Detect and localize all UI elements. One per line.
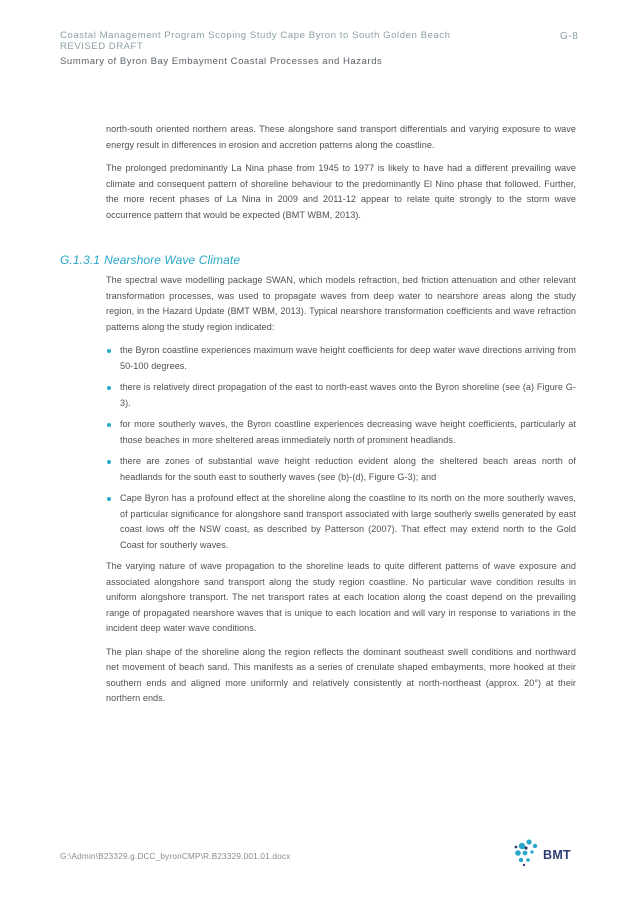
logo-text: BMT <box>543 848 571 862</box>
page-header <box>60 30 580 67</box>
bullet-dot-icon <box>107 349 111 353</box>
section-body <box>106 273 576 707</box>
header-report-title: Summary of Byron Bay Embayment Coastal Processes and Hazards <box>60 56 383 67</box>
page-number: G-8 <box>560 31 579 42</box>
section-number: G.1.3.1 <box>60 253 101 267</box>
bullet-dot-icon <box>107 386 111 390</box>
bullet-item <box>106 417 576 448</box>
bullet-dot-icon <box>107 423 111 427</box>
header-project-title: Coastal Management Program Scoping Study Cape Byron to South Golden Beach <box>60 30 451 41</box>
paragraph: The prolonged predominantly La Nina phase from 1945 to 1977 is likely to have had a different prevailing wave climate and consequent pattern of shoreline behaviour to the predominantly El Nino phase that followed. Further, the more recent phases of La Nina in 2009 and 2011-12 appear to relate quite strongly to the storm wave occurrence pattern that would be expected (BMT WBM, 2013). <box>106 163 576 220</box>
bullet-item <box>106 491 576 553</box>
bullet-text: there is relatively direct propagation of the east to north-east waves onto the Byron shoreline (see (a) Figure G-3). <box>120 382 576 408</box>
footer-file-path: G:\Admin\B23329.g.DCC_byronCMP\R.B23329.001.01.docx <box>60 852 291 861</box>
paragraph: The varying nature of wave propagation to the shoreline leads to quite different patterns of wave exposure and associated alongshore sand transport along the study region coastline. No particular wave condition results in uniform alongshore transport. The net transport rates at each location along the coast depend on the prevailing range of propagated nearshore waves that is unique to each location and will vary in response to variations in the incident deep water wave conditions. <box>106 561 576 633</box>
header-draft-label: REVISED DRAFT <box>60 41 144 52</box>
bullet-dot-icon <box>107 497 111 501</box>
bullet-text: Cape Byron has a profound effect at the shoreline along the coastline to its north on the more southerly waves, of particular significance for alongshore sand transport associated with large southerly swells generated by east coast lows off the NSW coast, as described by Patterson (2007). That effect may extend north to the Gold Coast for southerly waves. <box>120 493 576 550</box>
bullet-item <box>106 343 576 374</box>
bullet-text: for more southerly waves, the Byron coastline experiences decreasing wave height coefficients, particularly at those beaches in more sheltered areas immediately north of prominent headlands. <box>120 419 576 445</box>
intro-text <box>106 122 576 223</box>
bullet-text: the Byron coastline experiences maximum wave height coefficients for deep water wave directions arriving from 50-100 degrees. <box>120 345 576 371</box>
section-heading <box>60 253 240 267</box>
bullet-dot-icon <box>107 460 111 464</box>
bullet-text: there are zones of substantial wave height reduction evident along the sheltered beach areas north of headlands for the south east to southerly waves (see (b)-(d), Figure G-3); and <box>120 456 576 482</box>
bullet-item <box>106 380 576 411</box>
paragraph: The plan shape of the shoreline along the region reflects the dominant southeast swell conditions and northward net movement of beach sand. This manifests as a series of crenulate shaped embayments, more hooked at their southern ends and aligned more uniformly and relatively consistently at north-northeast (approx. 20°) at their northern ends. <box>106 646 576 703</box>
bullet-list <box>106 343 576 553</box>
paragraph: north-south oriented northern areas. These alongshore sand transport differentials and varying exposure to wave energy result in differences in erosion and accretion patterns along the coastline. <box>106 124 576 150</box>
bullet-item <box>106 454 576 485</box>
section-title: Nearshore Wave Climate <box>104 253 241 267</box>
section-intro-paragraph: The spectral wave modelling package SWAN, which models refraction, bed friction attenuation and other relevant transformation processes, was used to propagate waves from deep water to nearshore areas along the study region, in the Hazard Update (BMT WBM, 2013). Typical nearshore transformation coefficients and wave refraction patterns along the study region indicated: <box>106 275 576 332</box>
